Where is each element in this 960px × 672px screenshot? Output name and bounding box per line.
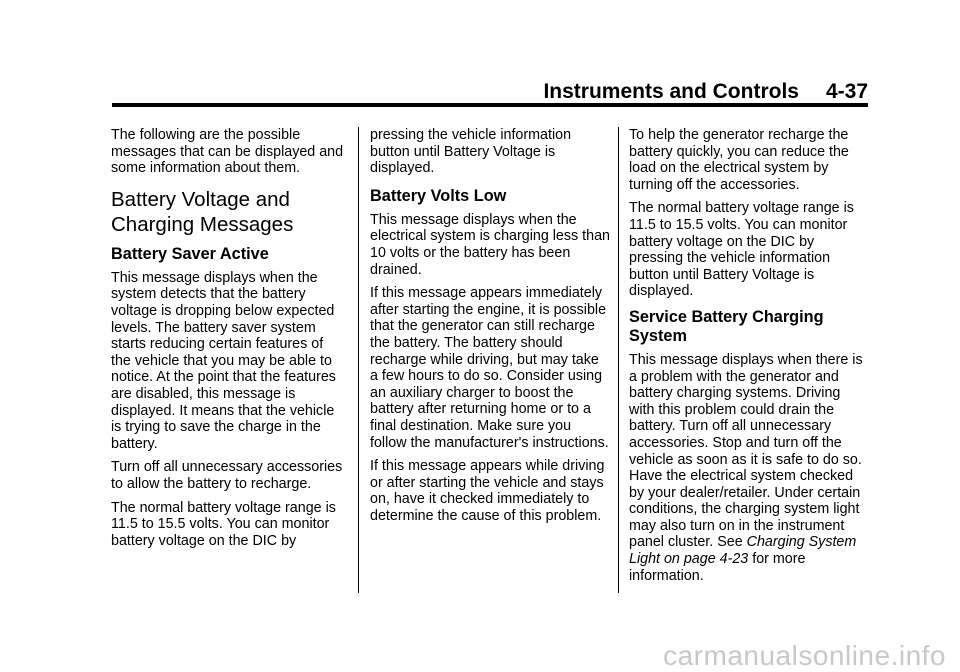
paragraph-text: for more information.	[629, 551, 806, 584]
intro-paragraph: The following are the possible messages that can be displayed and some information about them.	[111, 127, 344, 177]
paragraph-text: This message displays when there is a problem with the generator and battery charging systems. Driving with this problem could drain the battery. Turn off all unnecessary accessories. Stop and turn off the vehicle as soon as it is safe to do so. Have the electrical system checked by your dealer/retailer. Under certain conditions, the charging system light may also turn on in the instrument panel cluster. See	[629, 351, 863, 551]
subheading-battery-volts-low: Battery Volts Low	[370, 186, 507, 205]
paragraph: This message displays when the system detects that the battery voltage is dropping below expected levels. The battery saver system starts reducing certain features of the vehicle that you may be able to notice. At the point that the features are disabled, this message is displayed. It means that the vehicle is trying to save the charge in the battery.	[111, 269, 336, 452]
page-number: 4-37	[825, 80, 868, 103]
column-divider	[618, 127, 619, 593]
section-title: Instruments and Controls	[543, 80, 799, 103]
header-rule	[112, 103, 868, 107]
subheading-battery-saver: Battery Saver Active	[111, 244, 269, 263]
watermark: carmanualsonline.info	[663, 640, 946, 671]
column-1	[111, 127, 346, 556]
running-header	[112, 80, 868, 104]
paragraph: This message displays when the electrical system is charging less than 10 volts or the battery has been drained.	[370, 211, 610, 278]
section-heading: Battery Voltage and Charging Messages	[111, 187, 294, 236]
column-3	[629, 127, 869, 591]
subheading-service-battery-charging: Service Battery Charging System	[629, 307, 824, 345]
paragraph	[629, 352, 869, 584]
cross-reference-link[interactable]: Charging System Light on page 4-23	[629, 534, 857, 568]
paragraph: If this message appears immediately after starting the engine, it is possible that the generator can still recharge the battery. The battery should recharge while driving, but may take a few hours to do so. Consider using an auxiliary charger to boost the battery after returning home or to a final destination. Make sure you follow the manufacturer's instructions.	[370, 285, 609, 451]
paragraph: The normal battery voltage range is 11.5 to 15.5 volts. You can monitor battery voltage on the DIC by pressing the vehicle information button until Battery Voltage is displayed.	[629, 200, 854, 300]
paragraph: To help the generator recharge the battery quickly, you can reduce the load on the electrical system by turning off the accessories.	[629, 127, 849, 193]
column-2	[370, 127, 610, 531]
paragraph: pressing the vehicle information button until Battery Voltage is displayed.	[370, 127, 572, 177]
paragraph: If this message appears while driving or after starting the vehicle and stays on, have it checked immediately to determine the cause of this problem.	[370, 458, 605, 524]
paragraph: The normal battery voltage range is 11.5 to 15.5 volts. You can monitor battery voltage on the DIC by	[111, 499, 336, 549]
column-divider	[358, 127, 359, 593]
paragraph: Turn off all unnecessary accessories to allow the battery to recharge.	[111, 459, 343, 492]
